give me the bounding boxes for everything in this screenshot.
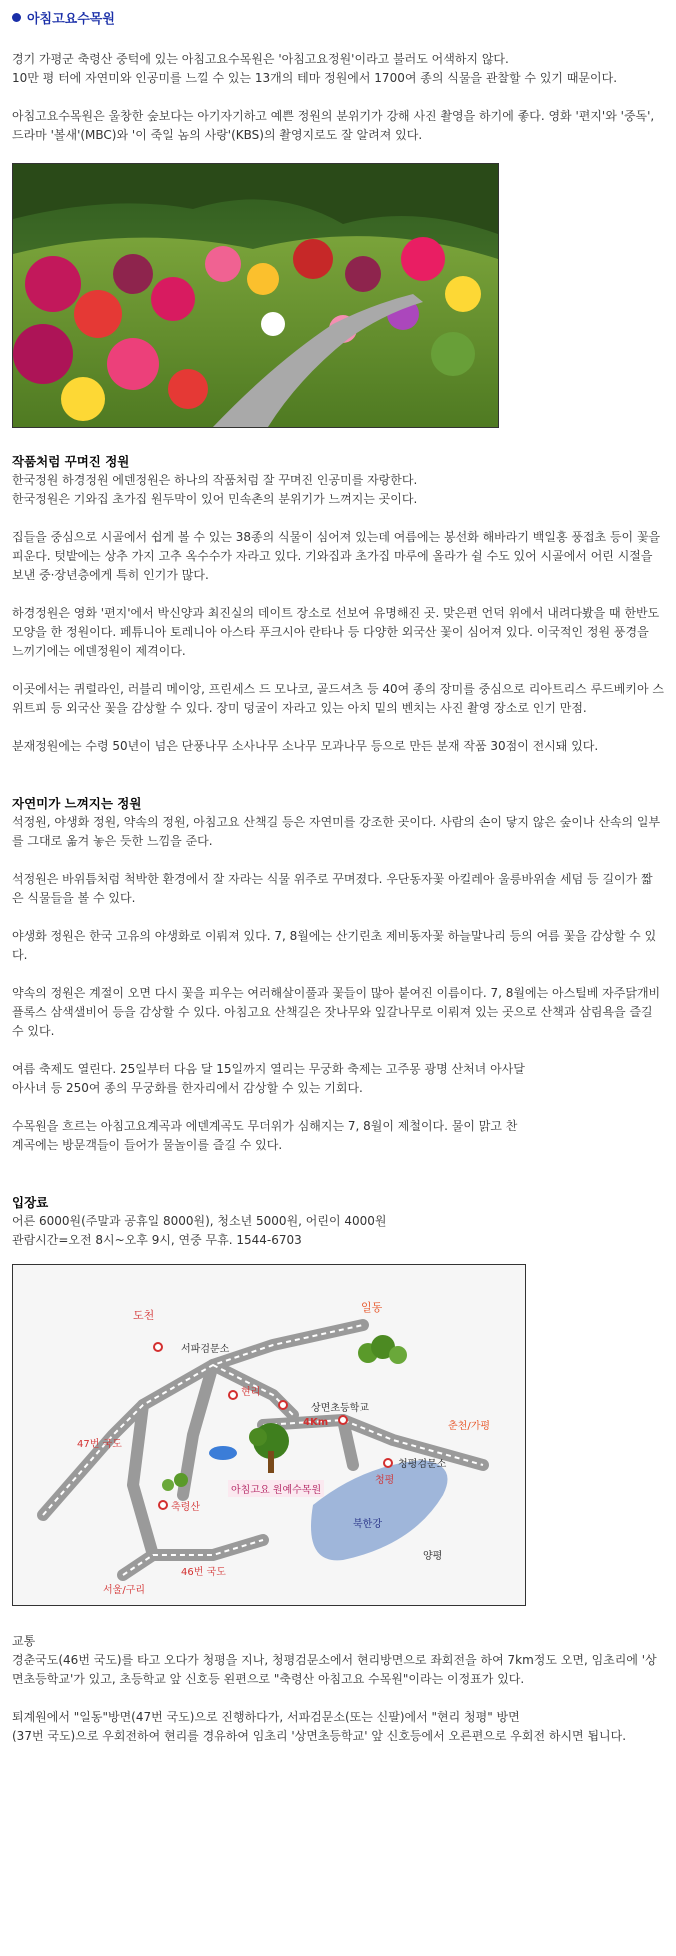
map-label-route47: 47번 국도 [77,1439,122,1450]
map-label-4km: 4Km [303,1417,329,1428]
section2-heading: 자연미가 느껴지는 정원 [12,796,142,811]
section2-p6-line1: 수목원을 흐르는 아침고요계곡과 에덴계곡도 무더위가 심해지는 7, 8월이 제철이다. 물이 맑고 찬 [12,1119,518,1133]
section1-p1-line2: 한국정원은 기와집 초가집 원두막이 있어 민속촌의 분위기가 느껴지는 곳이다. [12,492,418,506]
garden-photo-illustration [13,164,498,427]
section1-p2: 집들을 중심으로 시골에서 쉽게 볼 수 있는 38종의 식물이 심어져 있는데 여름에는 봉선화 해바라기 백일홍 풍접초 등이 꽃을 피운다. 텃밭에는 상추 가지 고추 옥수수가 자라고 있다. 기와집과 초가집 마루에 올라가 쉴 수도 있어 시골에서 어린 시절을 보낸 중·장년층에게 특히 인기가 많다. [12,530,661,582]
section2-p2: 석정원은 바위틈처럼 척박한 환경에서 잘 자라는 식물 위주로 꾸며졌다. 우단동자꽃 아킬레아 울릉바위솔 세덤 등 길이가 짧은 식물들을 볼 수 있다. [12,872,653,905]
map-label-route46: 46번 국도 [181,1567,226,1578]
section2-p5-line1: 여름 축제도 열린다. 25일부터 다음 달 15일까지 열리는 무궁화 축제는 고주몽 광명 산처녀 아사달 [12,1062,525,1076]
transport-heading: 교통 [12,1634,36,1648]
section1-heading: 작품처럼 꾸며진 정원 [12,454,130,469]
garden-photo [12,163,499,428]
section2-p4: 약속의 정원은 계절이 오면 다시 꽃을 피우는 여러해살이풀과 꽃들이 많아 붙여진 이름이다. 7, 8월에는 아스틸베 자주닭개비 플록스 삼색샐비어 등을 감상할 수 있다. 아침고요 산책길은 잣나무와 잎갈나무로 이뤄져 있는 곳으로 산책과 삼림욕을 즐길 수 있다. [12,986,661,1038]
map-label-seopagumnunso: 서파검문소 [181,1344,230,1355]
intro-paragraph-2: 아침고요수목원은 울창한 숲보다는 아기자기하고 예쁜 정원의 분위기가 강해 사진 촬영을 하기에 좋다. 영화 '편지'와 '중독', 드라마 '볼새'(MBC)와 '이 죽일 놈의 사랑'(KBS)의 촬영지로도 잘 알려져 있다. [12,109,655,142]
bullet-icon [12,13,21,22]
route-map [12,1264,526,1606]
map-label-cheongpyeong-checkpoint: 청평검문소 [398,1459,447,1470]
section1-p1-line1: 한국정원 하경정원 에덴정원은 하나의 작품처럼 잘 꾸며진 인공미를 자랑한다. [12,473,418,487]
section2-p1: 석정원, 야생화 정원, 약속의 정원, 아침고요 산책길 등은 자연미를 강조한 곳이다. 사람의 손이 닿지 않은 숲이나 산속의 일부를 그대로 옮겨 놓은 듯한 느낌을 준다. [12,815,661,848]
section2-p3: 야생화 정원은 한국 고유의 야생화로 이뤄져 있다. 7, 8월에는 산기린초 제비동자꽃 하늘말나리 등의 여름 꽃을 감상할 수 있다. [12,929,657,962]
section2-p5-line2: 아사녀 등 250여 종의 무궁화를 한자리에서 감상할 수 있는 기회다. [12,1081,363,1095]
map-label-arboretum: 아침고요 원예수목원 [228,1480,324,1497]
map-label-yangpyeong: 양평 [423,1551,443,1562]
section1-p5: 분재정원에는 수령 50년이 넘은 단풍나무 소사나무 소나무 모과나무 등으로 만든 분재 작품 30점이 전시돼 있다. [12,739,599,753]
map-label-seoul-guri: 서울/구리 [103,1585,146,1596]
map-label-bukhangang: 북한강 [353,1519,382,1530]
map-label-ildong: 일동 [361,1301,383,1314]
map-label-cheongpyeong: 청평 [375,1475,395,1486]
map-label-chungnyeongsan: 축령산 [171,1502,200,1513]
title-row [12,8,664,26]
section1-p4: 이곳에서는 퀴럴라인, 러블리 메이앙, 프린세스 드 모나코, 골드셔츠 등 40여 종의 장미를 중심으로 리아트리스 루드베키아 스위트피 등 외국산 꽃을 감상할 수 있다. 장미 덩굴이 자라고 있는 아치 밑의 벤치는 사진 촬영 장소로 인기 만점. [12,682,664,715]
transport-p2-line1: 퇴계원에서 "일동"방면(47번 국도)으로 진행하다가, 서파검문소(또는 신팔)에서 "현리 청평" 방면 [12,1710,520,1724]
transport-p2-line2: (37번 국도)으로 우회전하여 현리를 경유하여 임초리 '상면초등학교' 앞 신호등에서 오른편으로 우회전 하시면 됩니다. [12,1729,627,1743]
section1-p3: 하경정원은 영화 '편지'에서 박신양과 최진실의 데이트 장소로 선보여 유명해진 곳. 맞은편 언덕 위에서 내려다봤을 때 한반도 모양을 한 정원이다. 페튜니아 토레니아 아스타 푸크시아 란타나 등 다양한 외국산 꽃이 심어져 있다. 이국적인 정원 풍경을 느끼기에는 에덴정원이 제격이다. [12,606,660,658]
page-title: 아침고요수목원 [27,11,115,27]
intro-line-2: 10만 평 터에 자연미와 인공미를 느낄 수 있는 13개의 테마 정원에서 1700여 종의 식물을 관찰할 수 있기 때문이다. [12,71,618,85]
map-label-chuncheon-gapyeong: 춘천/가평 [448,1421,491,1432]
intro-line-1: 경기 가평군 축령산 중턱에 있는 아침고요수목원은 '아침고요정원'이라고 불러도 어색하지 않다. [12,52,509,66]
admission-heading: 입장료 [12,1195,49,1210]
admission-hours: 관람시간=오전 8시~오후 9시, 연중 무휴. 1544-6703 [12,1233,302,1247]
map-label-hyeonri: 현리 [241,1387,261,1398]
section2-p6-line2: 계곡에는 방문객들이 들어가 물놀이를 즐길 수 있다. [12,1138,283,1152]
transport-p1: 경춘국도(46번 국도)를 타고 오다가 청평을 지나, 청평검문소에서 현리방면으로 좌회전을 하여 7km정도 오면, 임초리에 '상면초등학교'가 있고, 초등학교 앞 신호등 왼편으로 "축령산 아침고요 수목원"이라는 이정표가 있다. [12,1653,657,1686]
admission-fees: 어른 6000원(주말과 공휴일 8000원), 청소년 5000원, 어린이 4000원 [12,1214,387,1228]
article [12,8,664,1746]
map-label-docheon: 도천 [133,1309,155,1322]
map-label-sangmyeon-school: 상면초등학교 [311,1403,369,1414]
